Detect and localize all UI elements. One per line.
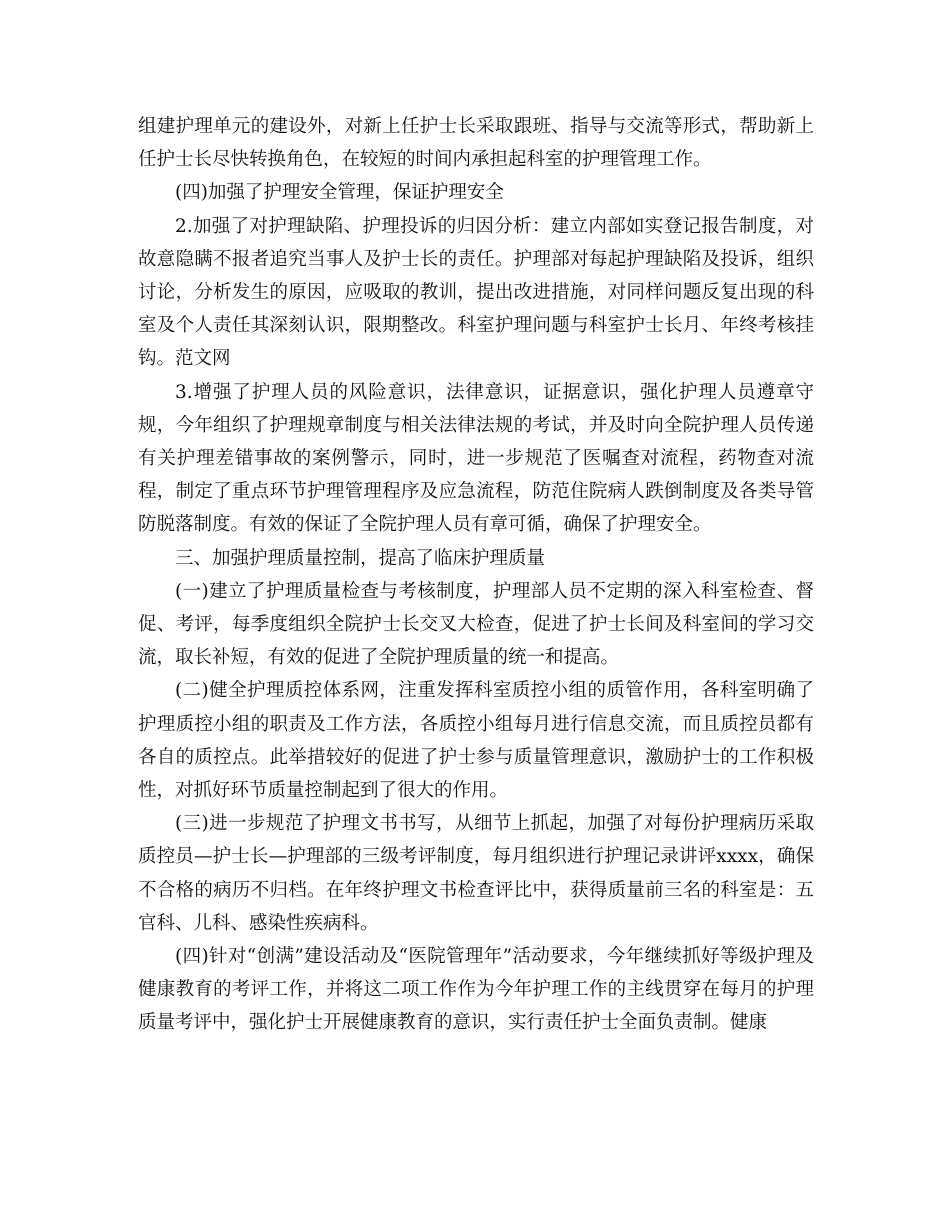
paragraph-continued: 组建护理单元的建设外，对新上任护士长采取跟班、指导与交流等形式，帮助新上任护士长尽快转换角色，在较短的时间内承担起科室的护理管理工作。 xyxy=(138,116,814,171)
document-body xyxy=(138,110,814,1040)
paragraph-quality-control-network: (二)健全护理质控体系网，注重发挥科室质控小组的质管作用，各科室明确了护理质控小组的职责及工作方法，各质控小组每月进行信息交流，而且质控员都有各自的质控点。此举措较好的促进了护士参与质量管理意识，激励护士的工作积极性，对抓好环节质量控制起到了很大的作用。 xyxy=(138,680,814,802)
paragraph-health-education: (四)针对“创满”建设活动及“医院管理年”活动要求，今年继续抓好等级护理及健康教育的考评工作，并将这二项工作作为今年护理工作的主线贯穿在每月的护理质量考评中，强化护士开展健康教育的意识，实行责任护士全面负责制。健康 xyxy=(138,946,814,1034)
paragraph-nursing-documents: (三)进一步规范了护理文书书写，从细节上抓起，加强了对每份护理病历采取质控员—护士长—护理部的三级考评制度，每月组织进行护理记录讲评xxxx，确保不合格的病历不归档。在年终护理文书检查评比中，获得质量前三名的科室是：五官科、儿科、感染性疾病科。 xyxy=(138,813,814,934)
paragraph-risk-awareness: 3.增强了护理人员的风险意识，法律意识，证据意识，强化护理人员遵章守规，今年组织了护理规章制度与相关法律法规的考试，并及时向全院护理人员传递有关护理差错事故的案例警示，同时，进一步规范了医嘱查对流程，药物查对流程，制定了重点环节护理管理程序及应急流程，防范住院病人跌倒制度及各类导管防脱落制度。有效的保证了全院护理人员有章可循，确保了护理安全。 xyxy=(138,381,814,536)
section-heading-safety: (四)加强了护理安全管理，保证护理安全 xyxy=(175,182,504,204)
paragraph-defect-analysis: 2.加强了对护理缺陷、护理投诉的归因分析：建立内部如实登记报告制度，对故意隐瞒不报者追究当事人及护士长的责任。护理部对每起护理缺陷及投诉，组织讨论，分析发生的原因，应吸取的教训，提出改进措施，对同样问题反复出现的科室及个人责任其深刻认识，限期整改。科室护理问题与科室护士长月、年终考核挂钩。范文网 xyxy=(138,215,814,370)
section-heading-quality: 三、加强护理质量控制，提高了临床护理质量 xyxy=(175,547,546,569)
paragraph-quality-inspection: (一)建立了护理质量检查与考核制度，护理部人员不定期的深入科室检查、督促、考评，每季度组织全院护士长交叉大检查，促进了护士长间及科室间的学习交流，取长补短，有效的促进了全院护理质量的统一和提高。 xyxy=(138,580,814,669)
